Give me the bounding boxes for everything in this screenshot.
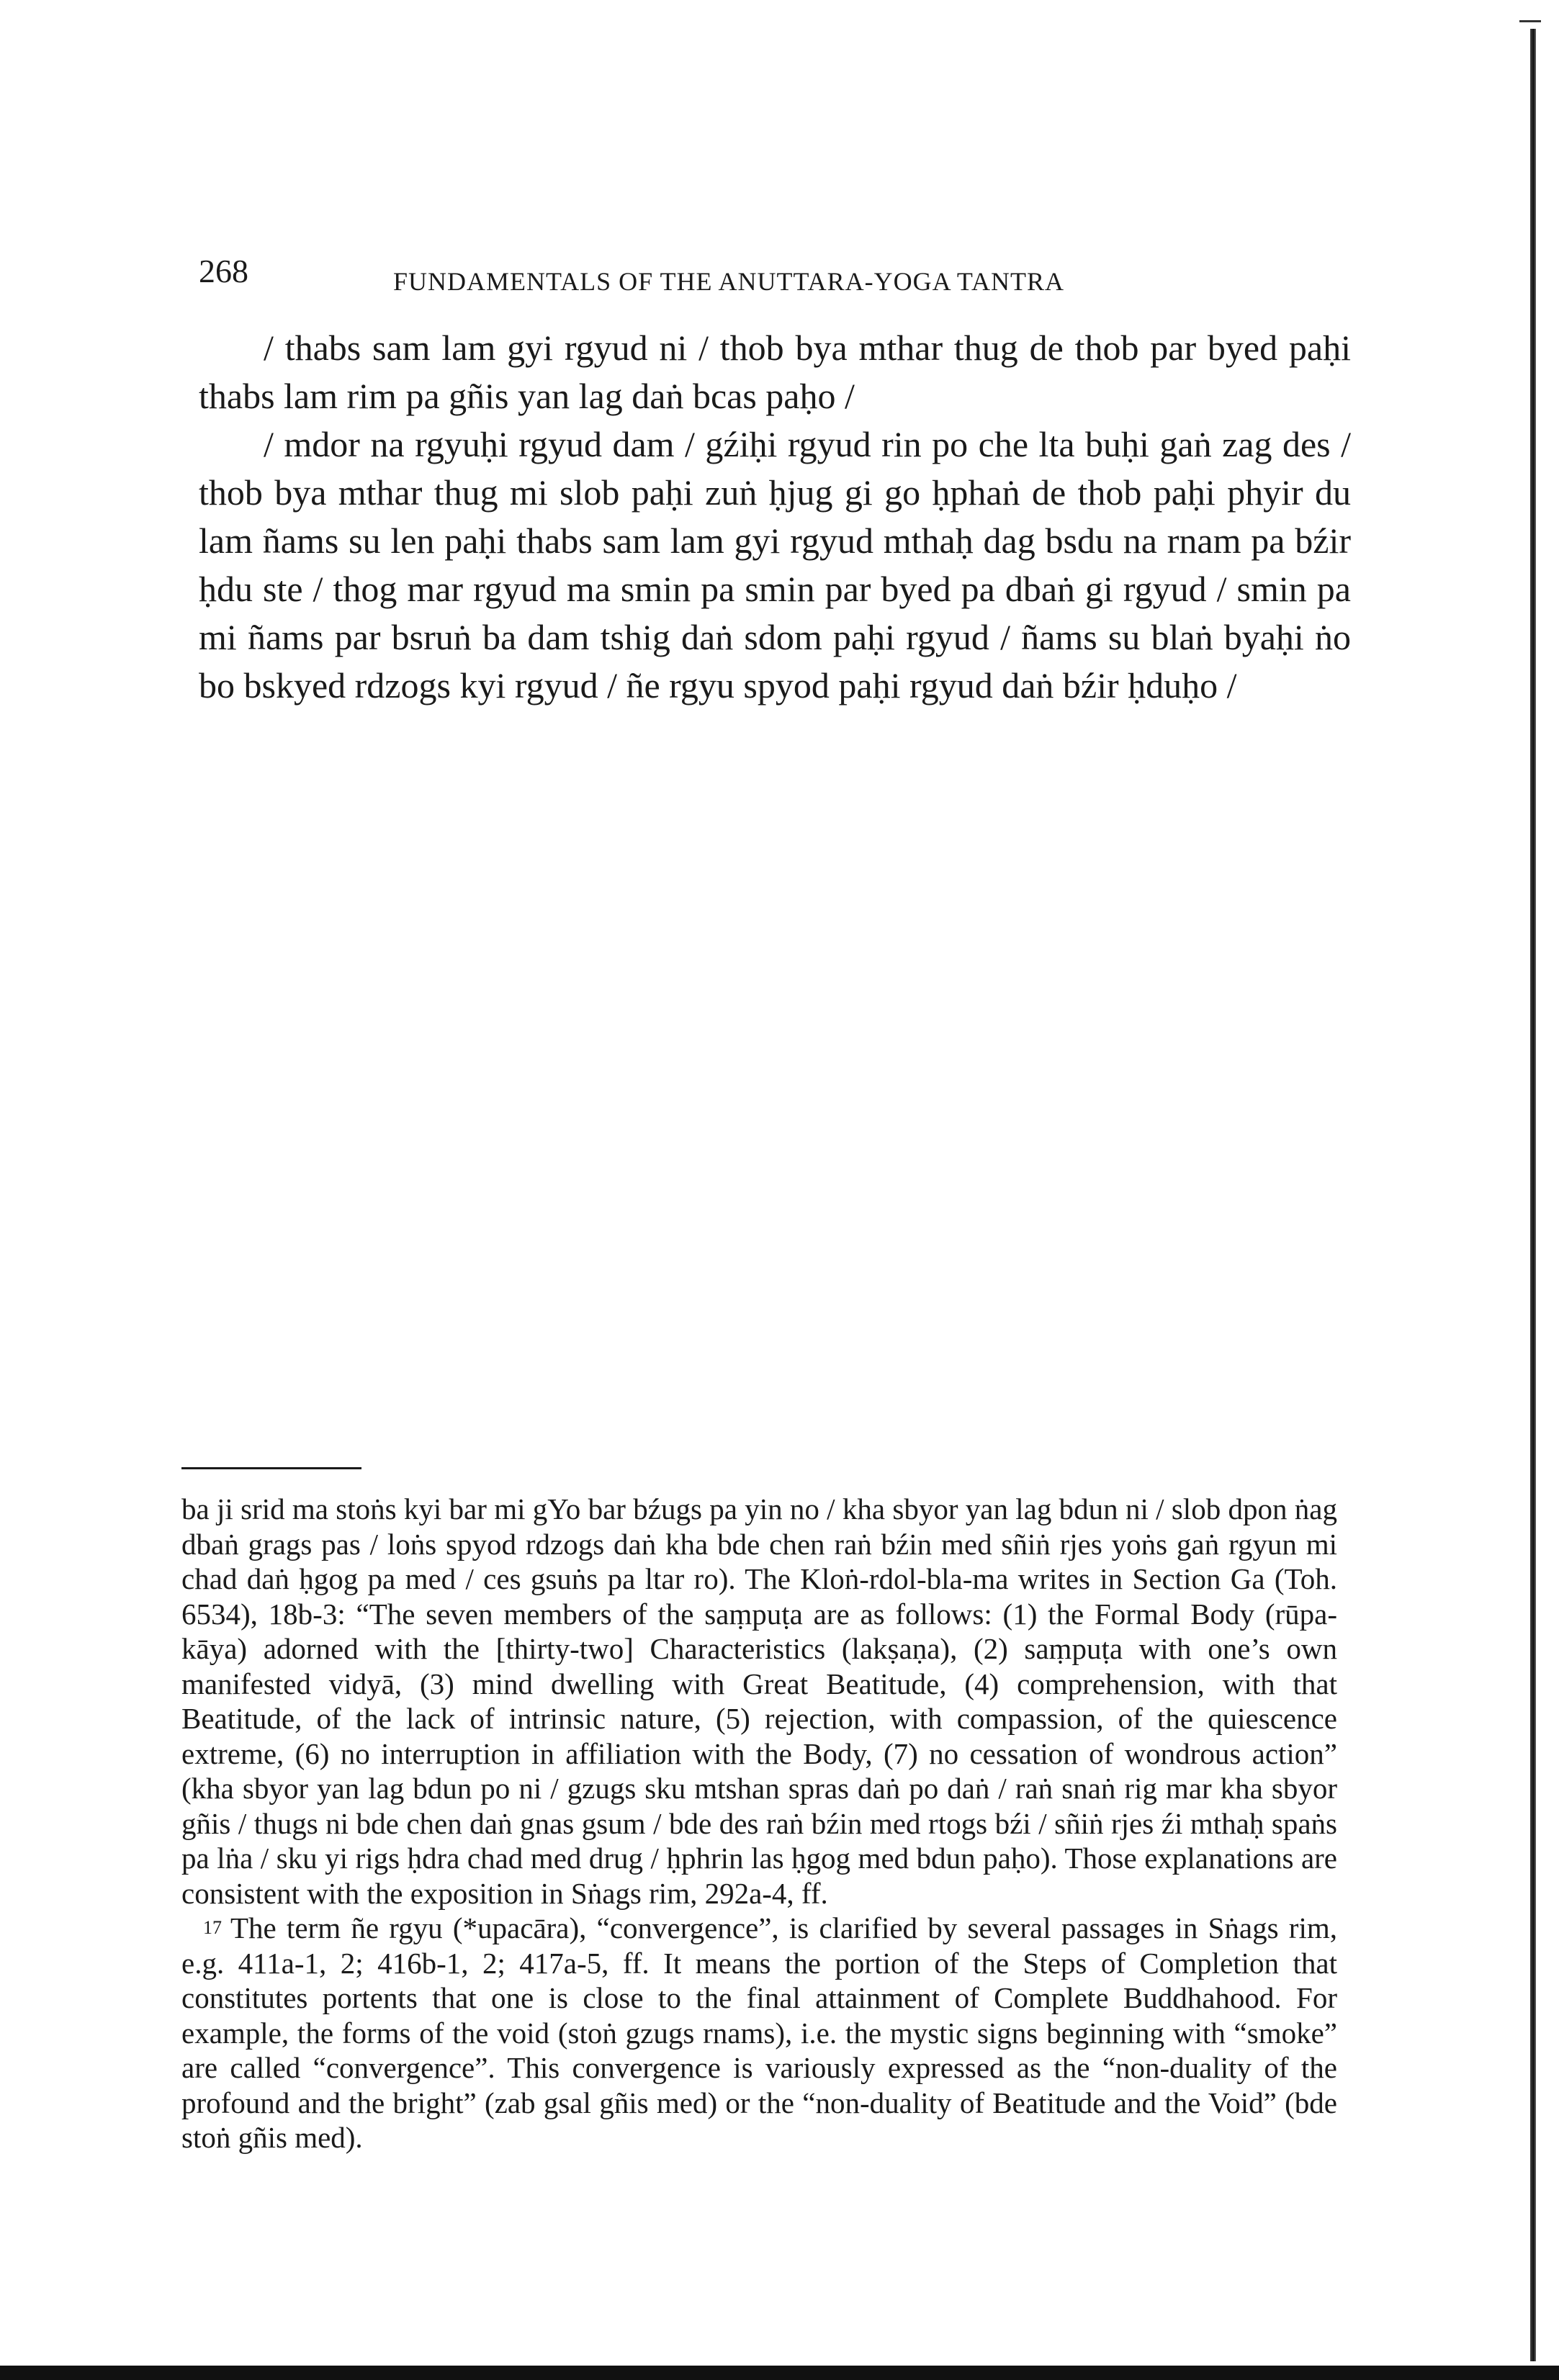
- footnote-divider: [181, 1467, 361, 1469]
- footnote-17: [181, 1911, 1337, 2155]
- footnotes: [181, 1492, 1337, 2155]
- footnote-number: 17: [203, 1917, 222, 1938]
- main-text: [199, 324, 1351, 710]
- binding-edge: [1530, 29, 1536, 2361]
- footnote-continued: ba ji srid ma stoṅs kyi bar mi gYo bar bźugs pa yin no / kha sbyor yan lag bdun ni / slob dpon ṅag dbaṅ grags pas / loṅs spyod rdzogs daṅ kha bde chen raṅ bźin med sñiṅ rjes yoṅs gaṅ rgyun mi chad daṅ ḥgog pa med / ces gsuṅs pa ltar ro). The Kloṅ-rdol-bla-ma writes in Section Ga (Toh. 6534), 18b-3: “The seven members of the saṃpuṭa are as follows: (1) the Formal Body (rūpa-kāya) adorned with the [thirty-two] Characteristics (lakṣaṇa), (2) saṃpuṭa with one’s own manifested vidyā, (3) mind dwelling with Great Beatitude, (4) comprehension, with that Beatitude, of the lack of intrinsic nature, (5) rejection, with compassion, of the quiescence extreme, (6) no interruption in affiliation with the Body, (7) no cessation of wondrous action” (kha sbyor yan lag bdun po ni / gzugs sku mtshan spras daṅ po daṅ / raṅ snaṅ rig mar kha sbyor gñis / thugs ni bde chen daṅ gnas gsum / bde des raṅ bźin med rtogs bźi / sñiṅ rjes źi mthaḥ spaṅs pa lṅa / sku yi rigs ḥdra chad med drug / ḥphrin las ḥgog med bdun paḥo). Those explanations are consistent with the exposition in Sṅags rim, 292a-4, ff.: [181, 1492, 1337, 1910]
- scan-bottom-edge: [0, 2366, 1559, 2380]
- paragraph-1: / thabs sam lam gyi rgyud ni / thob bya mthar thug de thob par byed paḥi thabs lam rim pa gñis yan lag daṅ bcas paḥo /: [199, 328, 1351, 416]
- page-header: [199, 252, 1423, 302]
- page-number: 268: [199, 253, 248, 289]
- footnote-17-text: The term ñe rgyu (*upacāra), “convergence”, is clarified by several passages in Sṅags rim, e.g. 411a-1, 2; 416b-1, 2; 417a-5, ff. It means the portion of the Steps of Completion that constitutes portents that one is close to the final attainment of Complete Buddhahood. For example, the forms of the void (stoṅ gzugs rnams), i.e. the mystic signs beginning with “smoke” are called “convergence”. This convergence is variously expressed as the “non-duality of the profound and the bright” (zab gsal gñis med) or the “non-duality of Beatitude and the Void” (bde stoṅ gñis med).: [181, 1911, 1337, 2154]
- paragraph-2: / mdor na rgyuḥi rgyud dam / gźiḥi rgyud rin po che lta buḥi gaṅ zag des / thob bya mthar thug mi slob paḥi zuṅ ḥjug gi go ḥphaṅ de thob paḥi phyir du lam ñams su len paḥi thabs sam lam gyi rgyud mthaḥ dag bsdu na rnam pa bźir ḥdu ste / thog mar rgyud ma smin pa smin par byed pa dbaṅ gi rgyud / smin pa mi ñams par bsruṅ ba dam tshig daṅ sdom paḥi rgyud / ñams su blaṅ byaḥi ṅo bo bskyed rdzogs kyi rgyud / ñe rgyu spyod paḥi rgyud daṅ bźir ḥduḥo /: [199, 424, 1351, 706]
- running-head: FUNDAMENTALS OF THE ANUTTARA-YOGA TANTRA: [393, 267, 1065, 296]
